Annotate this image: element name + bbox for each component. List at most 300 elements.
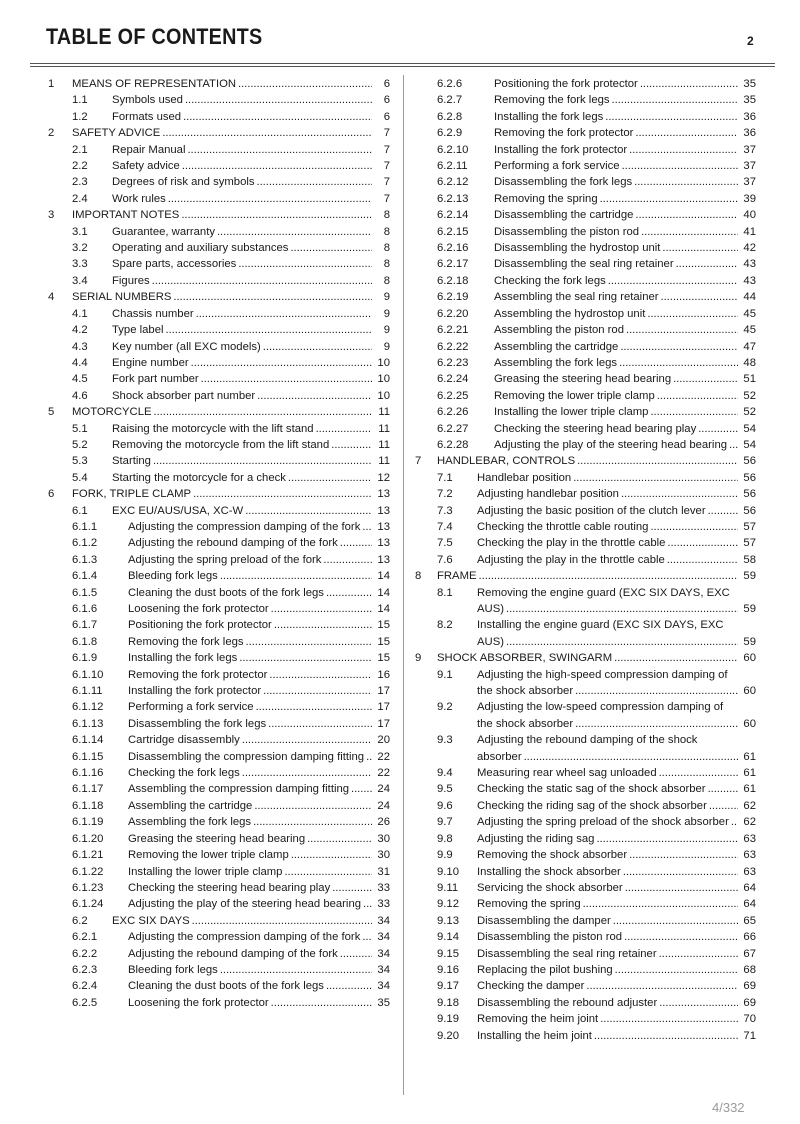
toc-entry[interactable] bbox=[415, 453, 756, 469]
toc-entry-page: 40 bbox=[743, 209, 756, 222]
toc-entry-number: 6.1.12 bbox=[72, 701, 104, 714]
toc-entry[interactable] bbox=[46, 864, 390, 880]
toc-entry-number: 6.2.14 bbox=[437, 209, 469, 222]
toc-entry-page: 44 bbox=[743, 291, 756, 304]
toc-entry-number: 8 bbox=[415, 570, 422, 583]
toc-entry[interactable] bbox=[415, 946, 756, 962]
toc-entry[interactable] bbox=[415, 732, 756, 765]
toc-entry[interactable] bbox=[415, 650, 756, 666]
toc-entry[interactable] bbox=[415, 191, 756, 207]
toc-entry[interactable] bbox=[415, 699, 756, 732]
toc-entry-number: 6.1.7 bbox=[72, 619, 98, 632]
toc-entry-page: 35 bbox=[743, 94, 756, 107]
toc-entry-title: Adjusting the rebound damping of the fork . . . bbox=[128, 535, 372, 551]
toc-entry-title: Removing the lower triple clamp . . . bbox=[494, 388, 738, 404]
toc-entry[interactable] bbox=[415, 585, 756, 618]
toc-entry-title: Performing a fork service . . . bbox=[128, 699, 372, 715]
toc-entry-page: 16 bbox=[377, 668, 390, 681]
toc-entry[interactable] bbox=[415, 256, 756, 272]
toc-entry-title: Installing the lower triple clamp . . . bbox=[494, 404, 738, 420]
toc-entry[interactable] bbox=[46, 814, 390, 830]
toc-entry-title: Installing the fork protector . . . bbox=[128, 683, 372, 699]
toc-entry[interactable] bbox=[415, 273, 756, 289]
toc-entry-number: 6.1.6 bbox=[72, 603, 98, 615]
toc-entry-title: Disassembling the piston rod . . . bbox=[494, 224, 738, 240]
toc-entry[interactable] bbox=[415, 929, 756, 945]
toc-entry[interactable] bbox=[46, 929, 390, 945]
toc-entry-title: Removing the motorcycle from the lift stand . . . bbox=[112, 437, 372, 453]
toc-entry-page: 12 bbox=[377, 471, 390, 484]
toc-entry-page: 34 bbox=[377, 914, 390, 927]
toc-entry-title: SERIAL NUMBERS . . . bbox=[72, 289, 372, 305]
toc-entry-page: 17 bbox=[377, 685, 390, 698]
toc-entry-title: Disassembling the seal ring retainer . . . bbox=[494, 256, 738, 272]
toc-entry-title: Work rules . . . bbox=[112, 191, 372, 207]
toc-entry[interactable] bbox=[415, 535, 756, 551]
toc-entry-title: Installing the fork legs . . . bbox=[128, 650, 372, 666]
toc-entry-page: 69 bbox=[743, 996, 756, 1009]
toc-entry[interactable] bbox=[46, 601, 390, 617]
toc-entry[interactable] bbox=[46, 355, 390, 371]
toc-entry[interactable] bbox=[415, 978, 756, 994]
toc-entry-number: 2.1 bbox=[72, 143, 88, 156]
toc-entry[interactable] bbox=[415, 568, 756, 584]
toc-entry[interactable] bbox=[415, 355, 756, 371]
toc-entry[interactable] bbox=[415, 1011, 756, 1027]
toc-entry-number: 6.2.2 bbox=[72, 947, 98, 960]
toc-entry-title: Installing the lower triple clamp . . . bbox=[128, 864, 372, 880]
toc-entry-title: Adjusting handlebar position . . . bbox=[477, 486, 738, 502]
toc-entry[interactable] bbox=[415, 486, 756, 502]
toc-entry[interactable] bbox=[46, 224, 390, 240]
toc-entry-number: 6.1.1 bbox=[72, 520, 98, 533]
toc-entry-page: 9 bbox=[383, 291, 390, 304]
toc-entry[interactable] bbox=[415, 847, 756, 863]
toc-entry-title: Adjusting the rebound damping of the fork . . . bbox=[128, 946, 372, 962]
toc-entry-page: 13 bbox=[377, 537, 390, 550]
toc-entry-title: Checking the play in the throttle cable . . . bbox=[477, 535, 738, 551]
toc-entry-number: 6.2.10 bbox=[437, 143, 469, 156]
toc-entry-title: Checking the steering head bearing play . . . bbox=[494, 421, 738, 437]
toc-entry[interactable] bbox=[415, 289, 756, 305]
toc-entry-number: 7.5 bbox=[437, 537, 453, 550]
toc-entry[interactable] bbox=[415, 617, 756, 650]
toc-entry-number: 3.2 bbox=[72, 242, 88, 255]
toc-entry[interactable] bbox=[46, 896, 390, 912]
toc-entry[interactable] bbox=[415, 125, 756, 141]
toc-entry-page: 8 bbox=[383, 274, 390, 287]
toc-entry-page: 60 bbox=[743, 652, 756, 665]
page-title: TABLE OF CONTENTS bbox=[46, 24, 263, 49]
toc-entry-number: 6.1.18 bbox=[72, 799, 104, 812]
toc-entry-title: Adjusting the low-speed compression damping of the shock absorber . . . bbox=[477, 699, 738, 732]
toc-entry[interactable] bbox=[415, 371, 756, 387]
toc-entry-number: 6.2.28 bbox=[437, 438, 469, 451]
toc-entry-number: 6.2.3 bbox=[72, 963, 98, 976]
toc-entry[interactable] bbox=[46, 699, 390, 715]
toc-entry-page: 34 bbox=[377, 980, 390, 993]
toc-entry-title: Checking the fork legs . . . bbox=[494, 273, 738, 289]
toc-entry[interactable] bbox=[415, 814, 756, 830]
toc-entry[interactable] bbox=[46, 174, 390, 190]
toc-entry[interactable] bbox=[415, 896, 756, 912]
toc-entry[interactable] bbox=[46, 240, 390, 256]
toc-entry-page: 64 bbox=[743, 881, 756, 894]
toc-entry[interactable] bbox=[415, 339, 756, 355]
toc-entry-title: Adjusting the play of the steering head bearing . . . bbox=[128, 896, 372, 912]
toc-entry[interactable] bbox=[46, 732, 390, 748]
toc-entry-number: 6.2.23 bbox=[437, 356, 469, 369]
toc-entry-number: 6 bbox=[48, 488, 55, 501]
toc-entry[interactable] bbox=[46, 535, 390, 551]
toc-entry[interactable] bbox=[415, 207, 756, 223]
toc-entry[interactable] bbox=[46, 289, 390, 305]
toc-entry[interactable] bbox=[46, 322, 390, 338]
toc-entry-page: 63 bbox=[743, 865, 756, 878]
toc-entry[interactable] bbox=[46, 667, 390, 683]
toc-entry[interactable] bbox=[415, 437, 756, 453]
toc-entry-page: 37 bbox=[743, 143, 756, 156]
toc-entry-page: 13 bbox=[377, 504, 390, 517]
toc-entry[interactable] bbox=[46, 552, 390, 568]
toc-entry[interactable] bbox=[415, 322, 756, 338]
toc-entry-title: Adjusting the compression damping of the fork . . . bbox=[128, 929, 372, 945]
toc-entry-title: Loosening the fork protector . . . bbox=[128, 995, 372, 1011]
toc-entry-page: 8 bbox=[383, 258, 390, 271]
toc-entry-page: 39 bbox=[743, 192, 756, 205]
toc-entry-title: Disassembling the cartridge . . . bbox=[494, 207, 738, 223]
toc-entry-title: Assembling the seal ring retainer . . . bbox=[494, 289, 738, 305]
toc-entry-title: Removing the heim joint . . . bbox=[477, 1011, 738, 1027]
toc-entry[interactable] bbox=[46, 76, 390, 92]
toc-entry-page: 17 bbox=[377, 701, 390, 714]
toc-entry-number: 6.2.24 bbox=[437, 373, 469, 386]
toc-entry[interactable] bbox=[46, 978, 390, 994]
toc-entry[interactable] bbox=[46, 683, 390, 699]
toc-entry[interactable] bbox=[46, 339, 390, 355]
toc-entry-number: 6.1.17 bbox=[72, 783, 104, 796]
toc-entry-number: 7 bbox=[415, 455, 422, 468]
toc-entry[interactable] bbox=[46, 142, 390, 158]
toc-entry-title: Checking the damper . . . bbox=[477, 978, 738, 994]
toc-entry[interactable] bbox=[415, 158, 756, 174]
toc-entry-page: 35 bbox=[743, 78, 756, 90]
toc-entry-number: 9.15 bbox=[437, 947, 459, 960]
toc-entry[interactable] bbox=[415, 109, 756, 125]
toc-entry-page: 7 bbox=[383, 176, 390, 189]
toc-entry-page: 31 bbox=[377, 865, 390, 878]
toc-entry-number: 9.18 bbox=[437, 996, 459, 1009]
toc-entry-number: 6.2.22 bbox=[437, 340, 469, 353]
toc-entry-number: 7.1 bbox=[437, 471, 453, 484]
toc-entry[interactable] bbox=[46, 92, 390, 108]
toc-entry[interactable] bbox=[46, 207, 390, 223]
toc-right-column bbox=[415, 76, 756, 1044]
toc-entry-title: Checking the steering head bearing play . . . bbox=[128, 880, 372, 896]
toc-entry[interactable] bbox=[46, 880, 390, 896]
toc-entry[interactable] bbox=[46, 125, 390, 141]
toc-entry-title: Cleaning the dust boots of the fork legs . . . bbox=[128, 978, 372, 994]
toc-entry-number: 2 bbox=[48, 127, 55, 140]
toc-entry[interactable] bbox=[46, 913, 390, 929]
toc-entry[interactable] bbox=[415, 470, 756, 486]
toc-entry-page: 15 bbox=[377, 619, 390, 632]
toc-entry[interactable] bbox=[46, 831, 390, 847]
toc-entry[interactable] bbox=[46, 158, 390, 174]
toc-entry-number: 9.3 bbox=[437, 734, 453, 747]
toc-entry-page: 15 bbox=[377, 635, 390, 648]
toc-entry-title: MEANS OF REPRESENTATION . . . bbox=[72, 76, 372, 92]
toc-entry-title: Fork part number . . . bbox=[112, 371, 372, 387]
toc-entry[interactable] bbox=[46, 749, 390, 765]
toc-entry-page: 6 bbox=[383, 94, 390, 107]
toc-entry-number: 6.1.9 bbox=[72, 652, 98, 665]
toc-entry-number: 1 bbox=[48, 78, 55, 90]
toc-entry-page: 59 bbox=[743, 603, 756, 615]
toc-entry[interactable] bbox=[415, 913, 756, 929]
toc-entry-number: 6.2.7 bbox=[437, 94, 463, 107]
toc-entry-page: 33 bbox=[377, 881, 390, 894]
toc-entry[interactable] bbox=[415, 962, 756, 978]
toc-entry[interactable] bbox=[46, 568, 390, 584]
toc-entry-title: Servicing the shock absorber . . . bbox=[477, 880, 738, 896]
toc-entry-title: Assembling the fork legs . . . bbox=[128, 814, 372, 830]
toc-entry-title: Degrees of risk and symbols . . . bbox=[112, 174, 372, 190]
toc-entry-page: 71 bbox=[743, 1029, 756, 1042]
toc-entry-number: 1.2 bbox=[72, 110, 88, 123]
toc-entry[interactable] bbox=[415, 798, 756, 814]
toc-entry-title: Removing the shock absorber . . . bbox=[477, 847, 738, 863]
toc-entry-title: Assembling the hydrostop unit . . . bbox=[494, 306, 738, 322]
page-number: 2 bbox=[747, 34, 754, 48]
toc-entry-title: Removing the engine guard (EXC SIX DAYS, EXC AUS) . . . bbox=[477, 585, 738, 618]
toc-entry-title: Checking the fork legs . . . bbox=[128, 765, 372, 781]
toc-entry-number: 5.4 bbox=[72, 471, 88, 484]
toc-entry-number: 9.17 bbox=[437, 980, 459, 993]
toc-entry[interactable] bbox=[415, 864, 756, 880]
toc-entry[interactable] bbox=[46, 109, 390, 125]
toc-entry-number: 4.6 bbox=[72, 389, 88, 402]
toc-entry[interactable] bbox=[46, 765, 390, 781]
toc-entry-title: Disassembling the compression damping fitting . . . bbox=[128, 749, 372, 765]
toc-entry-title: Installing the engine guard (EXC SIX DAYS, EXC AUS) . . . bbox=[477, 617, 738, 650]
toc-entry-page: 11 bbox=[378, 422, 390, 435]
toc-entry[interactable] bbox=[415, 667, 756, 700]
toc-entry-title: Checking the riding sag of the shock absorber . . . bbox=[477, 798, 738, 814]
toc-entry-number: 9.19 bbox=[437, 1013, 459, 1026]
toc-entry-number: 4 bbox=[48, 291, 55, 304]
toc-entry[interactable] bbox=[46, 503, 390, 519]
toc-entry[interactable] bbox=[46, 437, 390, 453]
toc-entry-number: 6.1.14 bbox=[72, 734, 104, 747]
toc-entry[interactable] bbox=[415, 421, 756, 437]
toc-entry[interactable] bbox=[46, 273, 390, 289]
toc-entry-number: 4.5 bbox=[72, 373, 88, 386]
toc-entry-number: 9.10 bbox=[437, 865, 459, 878]
toc-entry[interactable] bbox=[415, 240, 756, 256]
toc-entry-page: 14 bbox=[377, 586, 390, 599]
toc-entry-title: MOTORCYCLE . . . bbox=[72, 404, 372, 420]
toc-entry-number: 1.1 bbox=[72, 94, 88, 107]
toc-entry-number: 5.1 bbox=[72, 422, 88, 435]
toc-entry-number: 6.1.8 bbox=[72, 635, 98, 648]
toc-entry-title: Engine number . . . bbox=[112, 355, 372, 371]
toc-entry-number: 6.2.13 bbox=[437, 192, 469, 205]
toc-entry-number: 6.1.5 bbox=[72, 586, 98, 599]
toc-entry[interactable] bbox=[415, 503, 756, 519]
toc-entry-page: 36 bbox=[743, 127, 756, 140]
toc-entry-page: 63 bbox=[743, 832, 756, 845]
toc-entry-number: 8.1 bbox=[437, 586, 453, 599]
toc-entry-number: 6.2.21 bbox=[437, 324, 469, 337]
toc-entry[interactable] bbox=[415, 174, 756, 190]
toc-entry[interactable] bbox=[46, 650, 390, 666]
toc-entry-number: 6.2.11 bbox=[437, 160, 468, 173]
page-indicator: 4/332 bbox=[712, 1100, 745, 1115]
toc-entry-page: 65 bbox=[743, 914, 756, 927]
toc-entry-page: 20 bbox=[377, 734, 390, 747]
toc-entry-title: FORK, TRIPLE CLAMP . . . bbox=[72, 486, 372, 502]
toc-entry[interactable] bbox=[46, 995, 390, 1011]
toc-entry[interactable] bbox=[415, 142, 756, 158]
toc-entry[interactable] bbox=[46, 388, 390, 404]
toc-entry-number: 6.2.12 bbox=[437, 176, 469, 189]
toc-entry[interactable] bbox=[46, 847, 390, 863]
toc-entry-page: 11 bbox=[378, 438, 390, 451]
toc-entry-title: Assembling the cartridge . . . bbox=[128, 798, 372, 814]
toc-entry[interactable] bbox=[415, 1028, 756, 1044]
toc-entry-number: 4.1 bbox=[72, 307, 88, 320]
toc-entry-page: 35 bbox=[377, 996, 390, 1009]
toc-entry-title: Installing the fork protector . . . bbox=[494, 142, 738, 158]
toc-entry-title: Adjusting the high-speed compression damping of the shock absorber . . . bbox=[477, 667, 738, 700]
toc-entry-number: 6.2.5 bbox=[72, 996, 98, 1009]
toc-entry-title: Adjusting the play in the throttle cable . . . bbox=[477, 552, 738, 568]
toc-entry-number: 2.3 bbox=[72, 176, 88, 189]
toc-entry[interactable] bbox=[415, 765, 756, 781]
toc-entry[interactable] bbox=[46, 617, 390, 633]
toc-entry[interactable] bbox=[46, 404, 390, 420]
toc-entry-page: 51 bbox=[743, 373, 756, 386]
toc-left-column bbox=[46, 76, 390, 1011]
toc-entry-page: 43 bbox=[743, 274, 756, 287]
toc-entry[interactable] bbox=[415, 306, 756, 322]
toc-entry[interactable] bbox=[46, 519, 390, 535]
toc-entry-number: 7.6 bbox=[437, 553, 453, 566]
toc-entry-number: 9.16 bbox=[437, 963, 459, 976]
toc-entry-title: Disassembling the damper . . . bbox=[477, 913, 738, 929]
toc-entry-title: Positioning the fork protector . . . bbox=[494, 76, 738, 92]
toc-entry-title: Removing the lower triple clamp . . . bbox=[128, 847, 372, 863]
toc-entry-number: 3.1 bbox=[72, 225, 88, 238]
toc-entry-title: SAFETY ADVICE . . . bbox=[72, 125, 372, 141]
toc-entry-title: Formats used . . . bbox=[112, 109, 372, 125]
toc-entry-page: 48 bbox=[743, 356, 756, 369]
toc-entry-page: 63 bbox=[743, 849, 756, 862]
toc-entry[interactable] bbox=[46, 453, 390, 469]
toc-entry-page: 47 bbox=[743, 340, 756, 353]
toc-entry-page: 70 bbox=[743, 1013, 756, 1026]
toc-entry[interactable] bbox=[415, 552, 756, 568]
toc-entry[interactable] bbox=[415, 519, 756, 535]
toc-entry-number: 6.1.13 bbox=[72, 717, 104, 730]
toc-entry-page: 10 bbox=[377, 356, 390, 369]
toc-entry[interactable] bbox=[415, 92, 756, 108]
toc-entry-number: 6.2.16 bbox=[437, 242, 469, 255]
toc-entry-title: Adjusting the play of the steering head bearing . . . bbox=[494, 437, 738, 453]
toc-entry-title: Cartridge disassembly . . . bbox=[128, 732, 372, 748]
toc-entry[interactable] bbox=[46, 306, 390, 322]
toc-entry[interactable] bbox=[415, 388, 756, 404]
toc-entry-page: 56 bbox=[743, 471, 756, 484]
toc-entry[interactable] bbox=[46, 486, 390, 502]
toc-entry-number: 6.1.15 bbox=[72, 750, 104, 763]
toc-entry-title: Assembling the fork legs . . . bbox=[494, 355, 738, 371]
toc-entry-title: Loosening the fork protector . . . bbox=[128, 601, 372, 617]
toc-entry-page: 57 bbox=[743, 537, 756, 550]
toc-entry-page: 7 bbox=[383, 160, 390, 173]
toc-entry-title: Assembling the compression damping fitting . . . bbox=[128, 781, 372, 797]
toc-entry-number: 9.2 bbox=[437, 701, 453, 714]
toc-entry-page: 61 bbox=[743, 750, 756, 763]
toc-entry[interactable] bbox=[415, 404, 756, 420]
toc-entry-number: 3.4 bbox=[72, 274, 88, 287]
toc-entry-page: 69 bbox=[743, 980, 756, 993]
toc-entry[interactable] bbox=[415, 224, 756, 240]
toc-entry[interactable] bbox=[415, 781, 756, 797]
toc-entry[interactable] bbox=[46, 946, 390, 962]
toc-entry-number: 9.7 bbox=[437, 816, 453, 829]
toc-entry[interactable] bbox=[46, 256, 390, 272]
toc-entry[interactable] bbox=[46, 716, 390, 732]
toc-entry-page: 54 bbox=[743, 438, 756, 451]
toc-entry[interactable] bbox=[46, 962, 390, 978]
toc-entry-title: Adjusting the rebound damping of the shock absorber . . . bbox=[477, 732, 738, 765]
toc-entry-title: Removing the spring . . . bbox=[494, 191, 738, 207]
toc-entry-page: 10 bbox=[377, 373, 390, 386]
toc-entry[interactable] bbox=[46, 421, 390, 437]
toc-entry[interactable] bbox=[46, 371, 390, 387]
toc-entry[interactable] bbox=[46, 781, 390, 797]
toc-entry-page: 36 bbox=[743, 110, 756, 123]
toc-entry-number: 6.1.21 bbox=[72, 849, 104, 862]
toc-entry-page: 59 bbox=[743, 635, 756, 648]
toc-entry-title: Adjusting the spring preload of the shock absorber . . . bbox=[477, 814, 738, 830]
toc-entry[interactable] bbox=[46, 798, 390, 814]
toc-entry[interactable] bbox=[46, 585, 390, 601]
toc-entry-number: 2.2 bbox=[72, 160, 88, 173]
toc-entry[interactable] bbox=[46, 191, 390, 207]
toc-entry-number: 5.2 bbox=[72, 438, 88, 451]
toc-entry-page: 52 bbox=[743, 389, 756, 402]
toc-entry-page: 54 bbox=[743, 422, 756, 435]
toc-entry-number: 6.1.4 bbox=[72, 570, 98, 583]
toc-entry[interactable] bbox=[415, 831, 756, 847]
toc-entry-title: Starting . . . bbox=[112, 453, 372, 469]
toc-entry[interactable] bbox=[46, 470, 390, 486]
toc-entry-title: Type label . . . bbox=[112, 322, 372, 338]
toc-entry[interactable] bbox=[415, 76, 756, 92]
toc-entry-page: 30 bbox=[377, 832, 390, 845]
toc-entry[interactable] bbox=[415, 880, 756, 896]
toc-entry-number: 7.2 bbox=[437, 488, 453, 501]
toc-entry[interactable] bbox=[46, 634, 390, 650]
toc-entry-number: 6.1.2 bbox=[72, 537, 98, 550]
toc-entry-page: 34 bbox=[377, 947, 390, 960]
toc-entry[interactable] bbox=[415, 995, 756, 1011]
toc-entry-page: 45 bbox=[743, 324, 756, 337]
toc-entry-number: 4.2 bbox=[72, 324, 88, 337]
